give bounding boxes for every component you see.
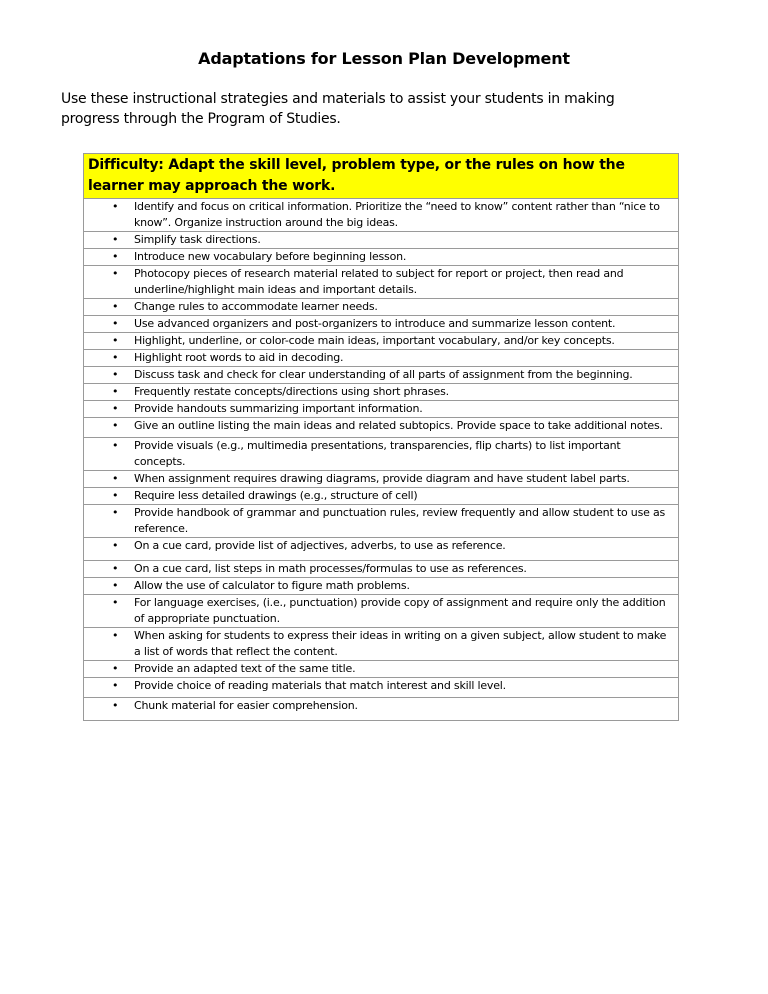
table-row bbox=[84, 628, 679, 661]
list-item bbox=[84, 367, 679, 384]
list-item bbox=[84, 561, 679, 578]
table-row bbox=[84, 367, 679, 384]
list-item bbox=[84, 578, 679, 595]
list-item-text: On a cue card, list steps in math processes/formulas to use as references. bbox=[134, 562, 527, 575]
table-header-row bbox=[84, 154, 679, 199]
table-row bbox=[84, 232, 679, 249]
table-row bbox=[84, 384, 679, 401]
bullet-icon: • bbox=[112, 402, 119, 415]
list-item-text: Chunk material for easier comprehension. bbox=[134, 699, 358, 712]
list-item-text: For language exercises, (i.e., punctuation) provide copy of assignment and require only the addition of appropriate punctuation. bbox=[134, 596, 666, 625]
table-row bbox=[84, 505, 679, 538]
bullet-icon: • bbox=[112, 351, 119, 364]
table-row bbox=[84, 418, 679, 438]
table-row bbox=[84, 266, 679, 299]
table-row bbox=[84, 661, 679, 678]
list-item bbox=[84, 384, 679, 401]
list-item bbox=[84, 316, 679, 333]
bullet-icon: • bbox=[112, 489, 119, 502]
list-item-text: Provide visuals (e.g., multimedia presentations, transparencies, flip charts) to list important concepts. bbox=[134, 439, 621, 468]
page-title: Adaptations for Lesson Plan Development bbox=[198, 49, 570, 68]
bullet-icon: • bbox=[112, 539, 119, 552]
bullet-icon: • bbox=[112, 233, 119, 246]
list-item bbox=[84, 199, 679, 232]
list-item-text: Provide handouts summarizing important information. bbox=[134, 402, 423, 415]
table-row bbox=[84, 350, 679, 367]
intro-paragraph: Use these instructional strategies and materials to assist your students in making progress through the Program of Studies. bbox=[61, 91, 615, 127]
bullet-icon: • bbox=[112, 267, 119, 280]
bullet-icon: • bbox=[112, 300, 119, 313]
list-item bbox=[84, 488, 679, 505]
list-item bbox=[84, 595, 679, 628]
table-row bbox=[84, 578, 679, 595]
list-item-text: Provide handbook of grammar and punctuation rules, review frequently and allow student to use as reference. bbox=[134, 506, 666, 535]
list-item bbox=[84, 350, 679, 367]
list-item-text: Highlight root words to aid in decoding. bbox=[134, 351, 344, 364]
list-item bbox=[84, 401, 679, 418]
bullet-icon: • bbox=[112, 579, 119, 592]
list-item bbox=[84, 538, 679, 561]
table-row bbox=[84, 299, 679, 316]
list-item bbox=[84, 628, 679, 661]
list-item bbox=[84, 333, 679, 350]
bullet-icon: • bbox=[112, 439, 119, 452]
list-item bbox=[84, 249, 679, 266]
bullet-icon: • bbox=[112, 472, 119, 485]
bullet-icon: • bbox=[112, 317, 119, 330]
bullet-icon: • bbox=[112, 629, 119, 642]
list-item-text: Discuss task and check for clear understanding of all parts of assignment from the beginning. bbox=[134, 368, 633, 381]
bullet-icon: • bbox=[112, 385, 119, 398]
list-item bbox=[84, 266, 679, 299]
bullet-icon: • bbox=[112, 334, 119, 347]
bullet-icon: • bbox=[112, 368, 119, 381]
list-item-text: Use advanced organizers and post-organizers to introduce and summarize lesson content. bbox=[134, 317, 616, 330]
table-row bbox=[84, 471, 679, 488]
list-item bbox=[84, 678, 679, 698]
list-item-text: Simplify task directions. bbox=[134, 233, 261, 246]
table-header: Difficulty: Adapt the skill level, problem type, or the rules on how the learner may approach the work. bbox=[84, 154, 679, 199]
list-item bbox=[84, 471, 679, 488]
bullet-icon: • bbox=[112, 506, 119, 519]
table-row bbox=[84, 561, 679, 578]
table-row bbox=[84, 595, 679, 628]
table-row bbox=[84, 199, 679, 232]
bullet-icon: • bbox=[112, 419, 119, 432]
list-item bbox=[84, 418, 679, 438]
table-row bbox=[84, 538, 679, 561]
list-item-text: Require less detailed drawings (e.g., structure of cell) bbox=[134, 489, 418, 502]
table-row bbox=[84, 698, 679, 721]
list-item-text: Frequently restate concepts/directions using short phrases. bbox=[134, 385, 449, 398]
table-row bbox=[84, 438, 679, 471]
bullet-icon: • bbox=[112, 596, 119, 609]
table-row bbox=[84, 316, 679, 333]
list-item-text: Give an outline listing the main ideas and related subtopics. Provide space to take additional notes. bbox=[134, 419, 663, 432]
list-item-text: When asking for students to express their ideas in writing on a given subject, allow student to make a list of words that reflect the content. bbox=[134, 629, 667, 658]
table-row bbox=[84, 333, 679, 350]
list-item-text: Allow the use of calculator to figure math problems. bbox=[134, 579, 410, 592]
strategy-table bbox=[83, 153, 679, 721]
list-item-text: Identify and focus on critical information. Prioritize the “need to know” content rather than “nice to know”. Organize instruction around the big ideas. bbox=[134, 200, 660, 229]
bullet-icon: • bbox=[112, 200, 119, 213]
bullet-icon: • bbox=[112, 699, 119, 712]
list-item-text: Photocopy pieces of research material related to subject for report or project, then read and underline/highlight main ideas and important details. bbox=[134, 267, 624, 296]
list-item bbox=[84, 505, 679, 538]
table-row bbox=[84, 249, 679, 266]
list-item bbox=[84, 299, 679, 316]
bullet-icon: • bbox=[112, 679, 119, 692]
table-row bbox=[84, 678, 679, 698]
list-item-text: Introduce new vocabulary before beginning lesson. bbox=[134, 250, 407, 263]
bullet-icon: • bbox=[112, 662, 119, 675]
list-item-text: On a cue card, provide list of adjectives, adverbs, to use as reference. bbox=[134, 539, 506, 552]
bullet-icon: • bbox=[112, 562, 119, 575]
list-item-text: When assignment requires drawing diagrams, provide diagram and have student label parts. bbox=[134, 472, 630, 485]
list-item bbox=[84, 698, 679, 721]
table-row bbox=[84, 401, 679, 418]
list-item bbox=[84, 661, 679, 678]
list-item bbox=[84, 232, 679, 249]
list-item-text: Provide choice of reading materials that match interest and skill level. bbox=[134, 679, 506, 692]
bullet-icon: • bbox=[112, 250, 119, 263]
table-row bbox=[84, 488, 679, 505]
list-item bbox=[84, 438, 679, 471]
list-item-text: Provide an adapted text of the same title. bbox=[134, 662, 356, 675]
list-item-text: Change rules to accommodate learner needs. bbox=[134, 300, 378, 313]
list-item-text: Highlight, underline, or color-code main ideas, important vocabulary, and/or key concepts. bbox=[134, 334, 615, 347]
